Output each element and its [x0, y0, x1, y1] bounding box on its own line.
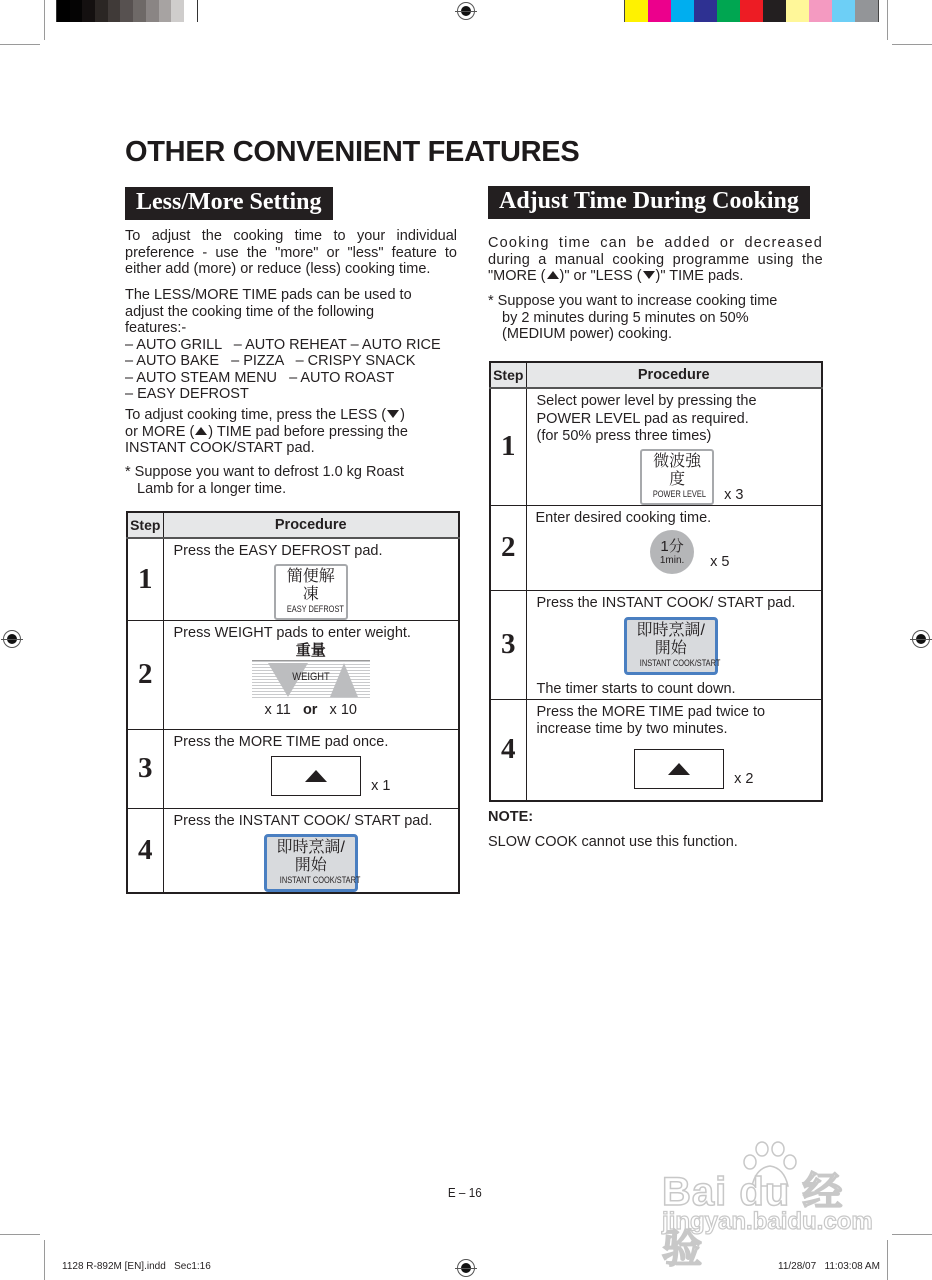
grayscale-calibration-bar	[56, 0, 198, 22]
less-more-adjust-instructions	[125, 407, 465, 457]
more-time-pad	[271, 756, 361, 796]
pad-label-english: POWER LEVEL	[652, 488, 707, 500]
table-header-row	[490, 362, 822, 388]
step-number: 4	[127, 808, 163, 893]
text-fragment: ) TIME pad before pressing the	[208, 423, 408, 440]
color-calibration-bar	[624, 0, 879, 22]
file-slug: 1128 R-892M [EN].indd Sec1:16	[62, 1261, 211, 1272]
pad-label-english: INSTANT COOK/START	[639, 658, 721, 669]
color-swatch	[809, 0, 832, 22]
color-swatch	[648, 0, 671, 22]
step-text: Press WEIGHT pads to enter weight.	[173, 624, 411, 641]
pad-label-chinese: 微波強度	[653, 452, 702, 488]
step-text: Press the MORE TIME pad once.	[173, 733, 389, 750]
press-count: x 3	[724, 486, 744, 503]
crop-mark	[0, 1234, 40, 1235]
text-line: * Suppose you want to defrost 1.0 kg Roast	[125, 464, 404, 480]
text-line: increase time by two minutes.	[536, 721, 728, 737]
note-text: SLOW COOK cannot use this function.	[488, 834, 738, 850]
step-number: 4	[490, 699, 526, 801]
step-followup-text: The timer starts to count down.	[536, 681, 736, 697]
text-line: adjust the cooking time of the following	[125, 303, 375, 320]
table-row	[127, 620, 459, 729]
step-procedure	[163, 538, 459, 620]
step-number: 2	[127, 620, 163, 729]
count-option-b: x 10	[329, 702, 357, 718]
gray-swatch	[159, 0, 172, 22]
text-line: features:-	[125, 320, 187, 336]
step-procedure	[526, 699, 822, 801]
gray-swatch	[171, 0, 184, 22]
color-swatch	[855, 0, 878, 22]
text-fragment: )" TIME pads.	[655, 268, 744, 284]
pad-label-english: INSTANT COOK/START	[279, 875, 361, 886]
gray-swatch	[133, 0, 146, 22]
text-fragment: or MORE (	[125, 423, 195, 440]
pad-label-english: WEIGHT	[292, 671, 330, 683]
color-swatch	[786, 0, 809, 22]
color-swatch	[763, 0, 786, 22]
easy-defrost-pad	[274, 564, 348, 620]
registration-mark-top	[457, 2, 475, 20]
text-line: Press the MORE TIME pad twice to	[536, 703, 766, 720]
count-option-a: x 11	[264, 702, 291, 718]
watermark-url: jingyan.baidu.com	[662, 1208, 873, 1235]
text-line: by 2 minutes during 5 minutes on 50%	[502, 309, 749, 326]
gray-swatch	[82, 0, 95, 22]
crop-mark	[0, 44, 40, 45]
table-row	[490, 505, 822, 590]
crop-mark	[44, 1240, 45, 1280]
triangle-down-icon	[643, 271, 655, 279]
text-line: Lamb for a longer time.	[137, 480, 287, 497]
step-procedure	[163, 808, 459, 893]
press-count	[164, 702, 459, 718]
text-line: preference - use the "more" or "less" feature to	[125, 244, 457, 261]
crop-mark	[887, 0, 888, 40]
color-swatch	[625, 0, 648, 22]
crop-mark	[892, 1234, 932, 1235]
color-swatch	[717, 0, 740, 22]
table-row	[127, 808, 459, 893]
gray-swatch	[70, 0, 83, 22]
step-number: 1	[127, 538, 163, 620]
text-line: The LESS/MORE TIME pads can be used to	[125, 287, 412, 303]
pad-label-chinese: 簡便解凍	[286, 567, 335, 603]
color-swatch	[694, 0, 717, 22]
step-text	[527, 389, 822, 446]
text-fragment: )	[400, 407, 405, 423]
step-text: Press the EASY DEFROST pad.	[173, 543, 383, 559]
triangle-up-icon	[305, 770, 327, 782]
press-count: x 1	[371, 778, 391, 794]
column-header-step: Step	[127, 512, 163, 538]
feature-line: – AUTO GRILL – AUTO REHEAT – AUTO RICE	[125, 336, 441, 353]
triangle-down-icon	[387, 410, 399, 418]
table-header-row	[127, 512, 459, 538]
pad-label-english: EASY DEFROST	[286, 603, 344, 615]
feature-line: – AUTO STEAM MENU – AUTO ROAST	[125, 369, 395, 386]
table-row	[490, 590, 822, 699]
feature-line: – EASY DEFROST	[125, 386, 249, 402]
text-fragment: )" or "LESS (	[559, 268, 642, 284]
text-line: * Suppose you want to increase cooking time	[488, 293, 778, 309]
pad-label-english: 1min.	[659, 554, 685, 566]
pad-label-chinese: 即時烹調/開始	[636, 622, 705, 657]
print-timestamp: 11/28/07 11:03:08 AM	[778, 1261, 880, 1272]
one-minute-pad	[650, 530, 694, 574]
gray-swatch	[108, 0, 121, 22]
watermark-brand: Bai du 经验	[662, 1170, 844, 1271]
less-more-procedure-table	[126, 511, 460, 894]
text-line: during a manual cooking programme using the	[488, 251, 823, 268]
adjust-time-intro	[488, 235, 823, 285]
text-line: either add (more) or reduce (less) cooking time.	[125, 261, 431, 277]
more-time-pad	[634, 749, 724, 789]
table-row	[127, 538, 459, 620]
column-header-step: Step	[490, 362, 526, 388]
step-text: Press the INSTANT COOK/ START pad.	[173, 812, 433, 829]
column-header-procedure: Procedure	[526, 362, 822, 388]
adjust-time-example	[488, 293, 828, 343]
triangle-up-icon	[195, 427, 207, 435]
gray-swatch	[146, 0, 159, 22]
text-line: INSTANT COOK/START pad.	[125, 440, 315, 456]
step-procedure	[163, 729, 459, 808]
gray-swatch	[184, 0, 197, 22]
press-count: x 5	[710, 554, 730, 570]
less-more-intro	[125, 228, 457, 278]
weight-slider-graphic	[252, 660, 370, 698]
section-heading-adjust-time: Adjust Time During Cooking	[488, 186, 810, 219]
text-line	[488, 268, 823, 285]
text-fragment: "MORE (	[488, 268, 546, 284]
registration-mark-right	[912, 630, 930, 648]
color-swatch	[740, 0, 763, 22]
power-level-pad	[640, 449, 714, 505]
instant-cook-start-pad	[624, 617, 721, 675]
step-procedure	[163, 620, 459, 729]
color-swatch	[832, 0, 855, 22]
triangle-up-icon	[547, 271, 559, 279]
text-line: (MEDIUM power) cooking.	[502, 326, 673, 342]
pad-label-chinese: 1分	[660, 537, 684, 555]
table-row	[490, 699, 822, 801]
step-procedure	[526, 590, 822, 699]
registration-mark-bottom	[457, 1259, 475, 1277]
table-row	[490, 388, 822, 505]
instant-cook-start-pad	[264, 834, 361, 892]
step-text	[527, 591, 822, 613]
note-title: NOTE:	[488, 809, 534, 825]
text-line: (for 50% press three times)	[536, 428, 712, 444]
gray-swatch	[120, 0, 133, 22]
step-number: 2	[490, 505, 526, 590]
text-line: Enter desired cooking time.	[535, 509, 712, 526]
color-swatch	[671, 0, 694, 22]
step-number: 3	[127, 729, 163, 808]
crop-mark	[887, 1240, 888, 1280]
less-more-pads-description	[125, 287, 465, 403]
gray-swatch	[57, 0, 70, 22]
step-number: 3	[490, 590, 526, 699]
triangle-up-icon	[668, 763, 690, 775]
press-count: x 2	[734, 770, 754, 787]
text-line: To adjust the cooking time to your individual	[125, 228, 457, 244]
text-fragment: To adjust cooking time, press the LESS (	[125, 407, 387, 423]
crop-mark	[892, 44, 932, 45]
count-or: or	[302, 702, 318, 718]
column-header-procedure: Procedure	[163, 512, 459, 538]
gray-swatch	[95, 0, 108, 22]
page-number: E – 16	[447, 1185, 482, 1200]
step-text	[527, 700, 822, 739]
page-title: OTHER CONVENIENT FEATURES	[125, 136, 580, 168]
section-heading-less-more: Less/More Setting	[125, 187, 333, 220]
text-line: Press the INSTANT COOK/ START pad.	[536, 594, 796, 611]
crop-mark	[44, 0, 45, 40]
step-number: 1	[490, 388, 526, 505]
pad-label-chinese: 重量	[295, 642, 326, 659]
text-line: Cooking time can be added or decreased	[488, 235, 823, 251]
table-row	[127, 729, 459, 808]
text-line: Select power level by pressing the	[536, 393, 757, 409]
registration-mark-left	[3, 630, 21, 648]
step-procedure	[526, 388, 822, 505]
step-text	[527, 506, 822, 528]
pad-label-chinese: 即時烹調/開始	[276, 839, 345, 874]
text-line: POWER LEVEL pad as required.	[536, 410, 749, 427]
adjust-time-procedure-table	[489, 361, 823, 802]
weight-pad	[252, 642, 370, 698]
step-procedure	[526, 505, 822, 590]
less-more-example	[125, 464, 465, 497]
feature-line: – AUTO BAKE – PIZZA – CRISPY SNACK	[125, 353, 416, 369]
